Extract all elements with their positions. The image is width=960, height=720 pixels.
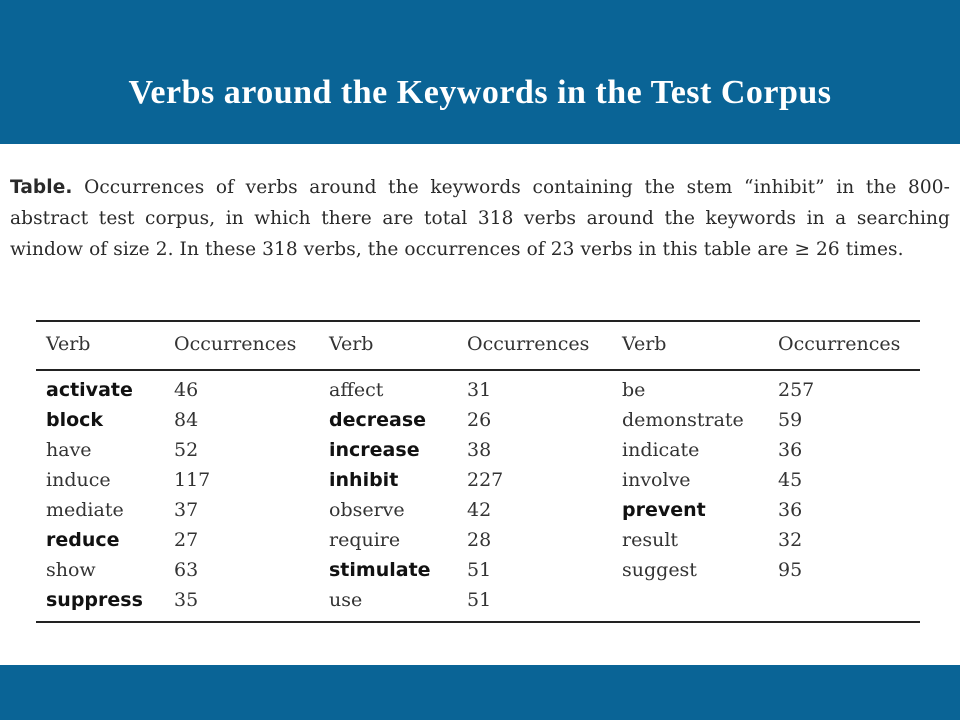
verb-cell: stimulate <box>329 559 431 581</box>
occurrence-cell: 63 <box>174 559 199 581</box>
occurrence-cell: 117 <box>174 469 211 491</box>
occurrence-cell: 95 <box>778 559 803 581</box>
occurrence-cell: 46 <box>174 379 199 401</box>
slide-title: Verbs around the Keywords in the Test Corpus <box>128 74 832 111</box>
occurrence-cell <box>768 585 920 622</box>
caption-label: Table. <box>10 177 73 198</box>
verb-cell: suppress <box>46 589 143 611</box>
occurrence-cell: 36 <box>778 439 803 461</box>
occurrence-cell: 37 <box>174 499 199 521</box>
verb-cell: indicate <box>622 439 700 461</box>
occurrence-cell: 26 <box>467 409 492 431</box>
column-header: Occurrences <box>467 333 590 355</box>
verb-cell: increase <box>329 439 420 461</box>
verb-cell: suggest <box>622 559 697 581</box>
table-row <box>36 370 920 405</box>
table-row <box>36 525 920 555</box>
verb-cell: show <box>46 559 96 581</box>
verb-occurrence-table <box>36 320 920 623</box>
table-header-row <box>36 321 920 370</box>
verb-cell: inhibit <box>329 469 399 491</box>
occurrence-cell: 35 <box>174 589 199 611</box>
verb-cell: have <box>46 439 92 461</box>
occurrence-cell: 59 <box>778 409 803 431</box>
verb-cell: decrease <box>329 409 427 431</box>
occurrence-cell: 257 <box>778 379 815 401</box>
table-row <box>36 405 920 435</box>
column-header: Verb <box>46 333 91 355</box>
verb-cell: result <box>622 529 679 551</box>
occurrence-cell: 31 <box>467 379 492 401</box>
table-row <box>36 585 920 622</box>
occurrence-cell: 52 <box>174 439 199 461</box>
occurrence-cell: 27 <box>174 529 199 551</box>
verb-cell: induce <box>46 469 111 491</box>
caption-text: Occurrences of verbs around the keywords containing the stem “inhibit” in the 800-abstract test corpus, in which there are total 318 verbs around the keywords in a searching window of size 2. In these 318 verbs, the occurrences of 23 verbs in this table are ≥ 26 times. <box>10 177 950 260</box>
title-banner <box>0 0 960 144</box>
occurrence-cell: 28 <box>467 529 492 551</box>
occurrence-cell: 32 <box>778 529 803 551</box>
verb-cell: demonstrate <box>622 409 744 431</box>
verb-cell: mediate <box>46 499 124 521</box>
table-body <box>36 370 920 622</box>
occurrence-cell: 36 <box>778 499 803 521</box>
column-header: Occurrences <box>174 333 297 355</box>
table-row <box>36 555 920 585</box>
footer-banner <box>0 665 960 720</box>
column-header: Verb <box>329 333 374 355</box>
verb-cell: involve <box>622 469 691 491</box>
verb-cell: block <box>46 409 104 431</box>
occurrence-cell: 227 <box>467 469 504 491</box>
column-header: Verb <box>622 333 667 355</box>
verb-cell: require <box>329 529 401 551</box>
occurrence-cell: 51 <box>467 559 492 581</box>
occurrence-cell: 42 <box>467 499 492 521</box>
occurrence-cell: 84 <box>174 409 199 431</box>
verb-cell: use <box>329 589 363 611</box>
verb-cell: activate <box>46 379 133 401</box>
occurrence-cell: 51 <box>467 589 492 611</box>
verb-cell: reduce <box>46 529 120 551</box>
table-caption <box>10 172 950 265</box>
verb-table-container <box>36 320 920 623</box>
table-row <box>36 495 920 525</box>
table-row <box>36 465 920 495</box>
verb-cell: observe <box>329 499 405 521</box>
occurrence-cell: 45 <box>778 469 803 491</box>
column-header: Occurrences <box>778 333 901 355</box>
table-row <box>36 435 920 465</box>
occurrence-cell: 38 <box>467 439 492 461</box>
verb-cell: affect <box>329 379 384 401</box>
verb-cell: prevent <box>622 499 706 521</box>
verb-cell <box>612 585 768 622</box>
verb-cell: be <box>622 379 646 401</box>
